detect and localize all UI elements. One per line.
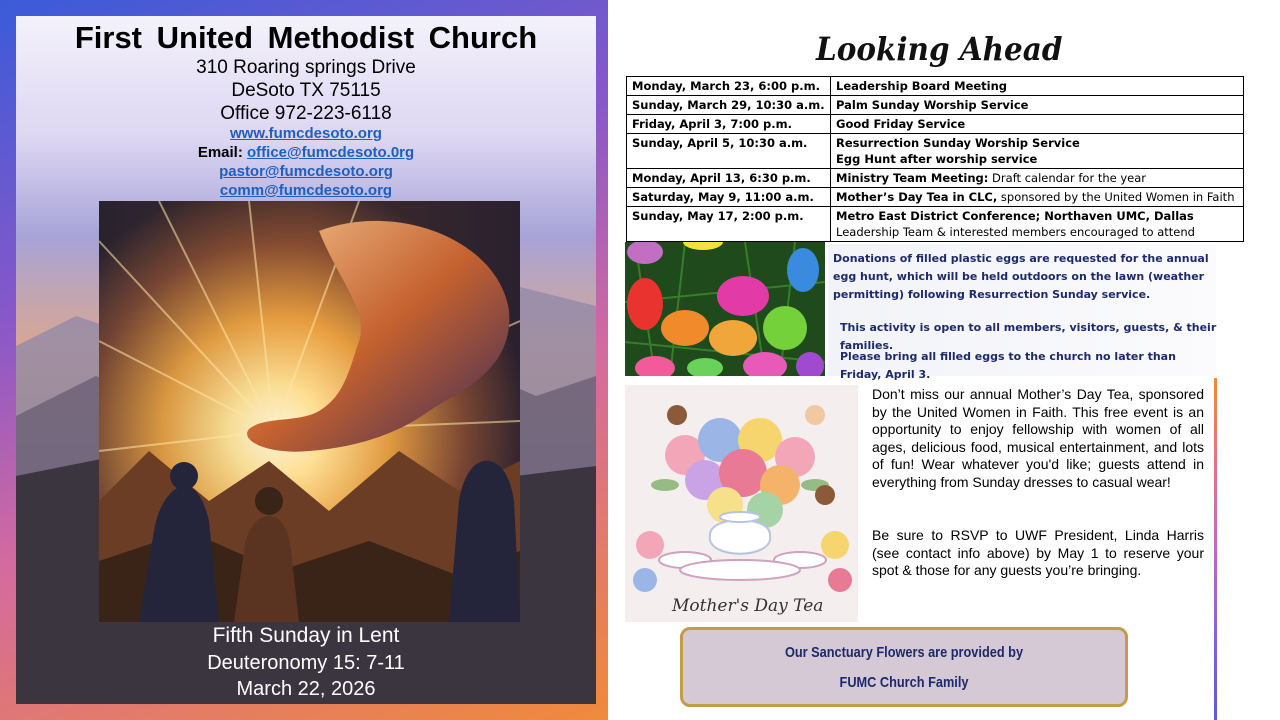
event-title: Mother’s Day Tea in CLC, [836,190,998,204]
divine-hand-artwork [99,201,520,622]
website-link[interactable]: www.fumcdesoto.org [230,125,382,142]
mothers-day-tea-illustration [625,385,858,622]
pastor-email-link[interactable]: pastor@fumcdesoto.org [219,163,393,180]
event-title: Ministry Team Meeting: [836,171,989,185]
liturgical-sunday-title: Fifth Sunday in Lent [212,624,400,647]
table-row [627,115,1244,134]
table-row [627,188,1244,207]
event-title: Resurrection Sunday Worship Service [836,136,1080,150]
upcoming-events-table [626,76,1244,242]
church-name: First United Methodist Church [74,20,538,55]
table-row [627,134,1244,169]
scripture-reference: Deuteronomy 15: 7-11 [207,652,405,674]
event-date: Monday, March 23, 6:00 p.m. [627,77,831,96]
email-row [16,143,596,162]
event-description [831,115,1244,134]
event-description [831,77,1244,96]
event-description [831,96,1244,115]
egg-hunt-open-to-all: This activity is open to all members, visitors, guests, & their families. [840,321,1217,352]
mothers-day-tea-rsvp: Be sure to RSVP to UWF President, Linda Harris (see contact info above) by May 1 to reserve your spot & those for any guests you’re bringing. [872,527,1204,579]
decorative-accent-line [1214,378,1217,720]
mothers-day-tea-caption: Mother's Day Tea [672,596,824,616]
event-detail: Egg Hunt after worship service [836,152,1038,166]
event-date: Sunday, April 5, 10:30 a.m. [627,134,831,169]
event-description [831,134,1244,169]
event-detail: Leadership Team & interested members encouraged to attend [836,225,1195,239]
service-date: March 22, 2026 [236,678,376,700]
email-label: Email: [197,144,243,161]
looking-ahead-heading: Looking Ahead [816,30,1063,68]
event-description [831,207,1244,242]
office-email-link[interactable]: office@fumcdesoto.0rg [247,144,415,161]
event-title: Leadership Board Meeting [836,79,1008,93]
event-title: Metro East District Conference; Northaven UMC, Dallas [836,209,1194,223]
table-row [627,77,1244,96]
church-address-street: 310 Roaring springs Drive [196,57,416,78]
easter-eggs-photo [625,242,825,376]
church-office-phone: Office 972-223-6118 [220,103,392,124]
event-date: Saturday, May 9, 11:00 a.m. [627,188,831,207]
bulletin-cover [16,16,596,704]
comm-email-link[interactable]: comm@fumcdesoto.org [219,182,393,199]
event-title: Palm Sunday Worship Service [836,98,1029,112]
event-description [831,169,1244,188]
table-row [627,96,1244,115]
event-description [831,188,1244,207]
event-detail: Draft calendar for the year [988,171,1147,185]
sanctuary-flowers-heading: Our Sanctuary Flowers are provided by [784,644,1024,661]
table-row [627,207,1244,242]
sanctuary-flowers-box [680,627,1128,707]
event-title: Good Friday Service [836,117,966,131]
egg-drop-off-deadline: Please bring all filled eggs to the church no later than Friday, April 3. [840,350,1176,381]
egg-donation-request: Donations of filled plastic eggs are requested for the annual egg hunt, which will be held outdoors on the lawn (weather permitting) following Resurrection Sunday service. [833,252,1209,301]
event-date: Monday, April 13, 6:30 p.m. [627,169,831,188]
church-address-city: DeSoto TX 75115 [231,80,381,101]
event-date: Sunday, May 17, 2:00 p.m. [627,207,831,242]
sanctuary-flowers-provider: FUMC Church Family [839,674,969,691]
event-date: Sunday, March 29, 10:30 a.m. [627,96,831,115]
event-detail: sponsored by the United Women in Faith [997,190,1235,204]
mothers-day-tea-description: Don’t miss our annual Mother’s Day Tea, sponsored by the United Women in Faith. This free event is an opportunity to enjoy fellowship with women of all ages, delicious food, musical entertainment, and lots of fun! Wear whatever you'd like; guests attend in everything from Sunday dresses to casual wear! [872,386,1204,490]
event-date: Friday, April 3, 7:00 p.m. [627,115,831,134]
table-row [627,169,1244,188]
